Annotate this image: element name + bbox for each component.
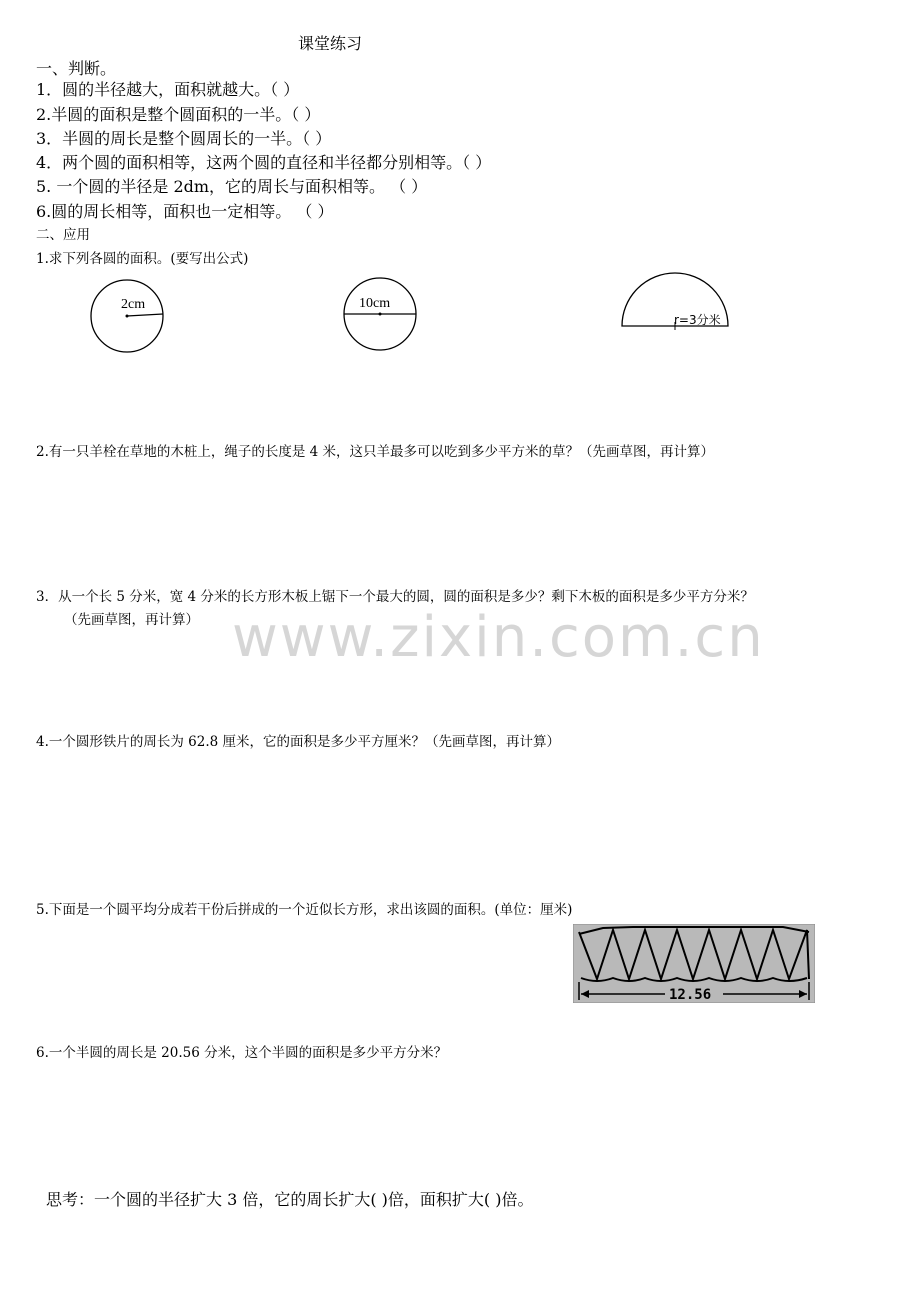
judge-item-1: 1．圆的半径越大，面积就越大。（ ）	[36, 80, 300, 99]
watermark: www.zixin.com.cn	[232, 605, 765, 670]
question-3-line-1: 3．从一个长 5 分米，宽 4 分米的长方形木板上锯下一个最大的圆，圆的面积是多少？剩下木板的面积是多少平方分米？	[36, 589, 754, 605]
question-2: 2.有一只羊栓在草地的木桩上，绳子的长度是 4 米，这只羊最多可以吃到多少平方米的草？（先画草图，再计算）	[36, 444, 715, 460]
semicircle-radius-label: r=3分米	[674, 313, 721, 327]
section2-heading: 二、应用	[36, 227, 90, 243]
page-title: 课堂练习	[298, 34, 363, 53]
question-4: 4.一个圆形铁片的周长为 62.8 厘米，它的面积是多少平方厘米？（先画草图，再计算）	[36, 734, 561, 750]
think-question: 思考：一个圆的半径扩大 3 倍，它的周长扩大( )倍，面积扩大( )倍。	[46, 1190, 534, 1209]
circle-figure-diameter	[339, 276, 423, 356]
question-6: 6.一个半圆的周长是 20.56 分米，这个半圆的面积是多少平方分米？	[36, 1045, 448, 1061]
question-3-line-2: （先画草图，再计算）	[64, 612, 199, 628]
circle-diameter-label: 10cm	[359, 296, 391, 311]
semicircle-figure	[618, 268, 734, 332]
judge-item-3: 3．半圆的周长是整个圆周长的一半。（ ）	[36, 129, 332, 148]
rectangle-length-label: 12.56	[669, 987, 712, 1003]
circle-figure-radius	[86, 278, 170, 358]
question-1: 1.求下列各圆的面积。(要写出公式)	[36, 251, 249, 267]
circle-radius-label: 2cm	[121, 297, 146, 312]
judge-item-6: 6.圆的周长相等，面积也一定相等。 （ ）	[36, 202, 334, 221]
judge-item-4: 4．两个圆的面积相等，这两个圆的直径和半径都分别相等。（ ）	[36, 153, 492, 172]
section1-heading: 一、判断。	[36, 59, 117, 78]
judge-item-2: 2.半圆的面积是整个圆面积的一半。（ ）	[36, 105, 321, 124]
question-5: 5.下面是一个圆平均分成若干份后拼成的一个近似长方形，求出该圆的面积。(单位：厘米)	[36, 902, 573, 918]
approx-rectangle-figure	[573, 924, 815, 1003]
judge-item-5: 5. 一个圆的半径是 2dm，它的周长与面积相等。 （ ）	[36, 177, 428, 196]
